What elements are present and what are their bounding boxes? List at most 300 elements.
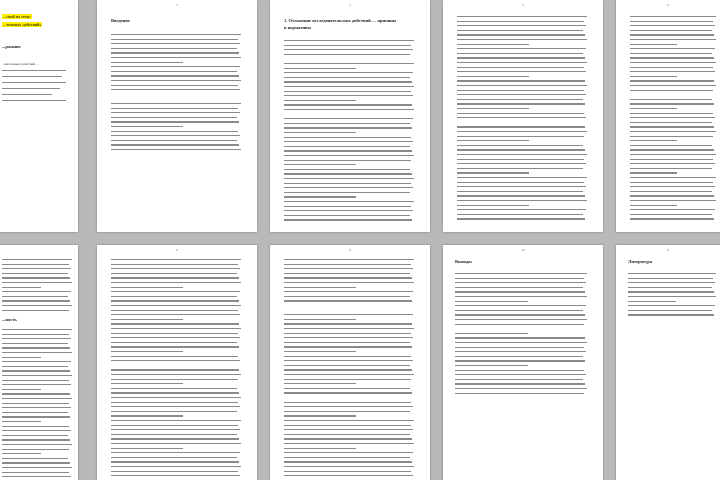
text-line	[630, 172, 677, 173]
text-line	[630, 57, 714, 58]
text-line	[2, 476, 71, 477]
page-thumbnail-7[interactable]	[97, 245, 257, 480]
text-line	[284, 273, 410, 274]
text-line	[630, 214, 712, 215]
text-line	[628, 282, 715, 283]
text-line	[284, 351, 356, 352]
text-line	[630, 182, 713, 183]
text-line	[630, 154, 716, 155]
text-line	[284, 452, 413, 453]
text-line	[284, 466, 414, 467]
text-line	[2, 393, 70, 394]
text-line	[284, 287, 356, 288]
text-line	[2, 343, 68, 344]
text-line	[284, 406, 413, 407]
text-line	[2, 357, 41, 358]
text-line	[2, 296, 68, 297]
text-line	[284, 420, 414, 421]
text-line	[455, 393, 584, 394]
text-line	[457, 149, 585, 150]
section-heading-conclusions: Выводы	[455, 259, 472, 264]
text-line	[111, 392, 239, 393]
text-line	[630, 145, 712, 146]
text-line	[457, 145, 583, 146]
text-line	[2, 380, 69, 381]
text-line	[630, 108, 677, 109]
text-line	[2, 305, 72, 306]
text-line	[457, 25, 586, 26]
text-line	[2, 453, 41, 454]
text-line	[630, 163, 715, 164]
text-line	[457, 94, 586, 95]
text-line	[111, 48, 237, 49]
text-line	[111, 57, 241, 58]
text-line	[2, 300, 70, 301]
text-line	[111, 149, 241, 150]
text-line	[457, 71, 586, 72]
toc-heading: ...ржание	[2, 44, 21, 49]
text-line	[284, 374, 414, 375]
text-line	[284, 461, 412, 462]
toc-line	[2, 70, 66, 71]
text-line	[455, 337, 585, 338]
text-line	[111, 337, 240, 338]
text-line	[455, 365, 528, 366]
text-line	[455, 282, 586, 283]
text-line	[457, 154, 587, 155]
text-line	[2, 329, 72, 330]
text-line	[284, 346, 412, 347]
text-line	[111, 300, 239, 301]
text-line	[2, 334, 69, 335]
text-line	[111, 466, 241, 467]
text-line	[111, 52, 239, 53]
text-line	[284, 282, 414, 283]
text-line	[111, 140, 237, 141]
page-thumbnail-2[interactable]	[97, 0, 257, 232]
text-line	[111, 80, 241, 81]
page-thumbnail-4[interactable]	[443, 0, 603, 232]
text-line	[457, 131, 587, 132]
text-line	[111, 351, 183, 352]
text-line	[2, 412, 68, 413]
text-line	[284, 104, 412, 105]
text-line	[2, 268, 71, 269]
text-line	[284, 264, 411, 265]
text-line	[111, 62, 183, 63]
text-line	[284, 383, 356, 384]
text-line	[2, 361, 71, 362]
text-line	[2, 472, 69, 473]
text-line	[284, 268, 413, 269]
text-line	[630, 191, 712, 192]
text-line	[455, 374, 586, 375]
text-line	[284, 63, 414, 64]
text-line	[284, 40, 414, 41]
text-line	[628, 287, 712, 288]
text-line	[111, 291, 240, 292]
text-line	[455, 347, 584, 348]
text-line	[284, 100, 356, 101]
text-line	[284, 95, 413, 96]
text-line	[455, 305, 586, 306]
text-line	[630, 149, 714, 150]
text-line	[111, 388, 237, 389]
text-line	[111, 415, 183, 416]
text-line	[111, 434, 237, 435]
text-line	[284, 150, 412, 151]
text-line	[111, 131, 238, 132]
text-line	[2, 352, 72, 353]
text-line	[630, 117, 715, 118]
text-line	[284, 160, 411, 161]
text-line	[457, 186, 586, 187]
toc-line	[2, 82, 66, 83]
page-number: 3	[176, 3, 178, 7]
text-line	[457, 113, 584, 114]
text-line	[2, 287, 41, 288]
text-line	[111, 273, 237, 274]
text-line	[284, 291, 413, 292]
text-line	[284, 259, 414, 260]
page-number: 4	[349, 3, 351, 7]
title-highlight-2: ...тельных действий»	[3, 22, 42, 27]
text-line	[2, 467, 72, 468]
text-line	[2, 416, 70, 417]
text-line	[284, 411, 410, 412]
text-line	[284, 201, 414, 202]
text-line	[455, 383, 585, 384]
text-line	[111, 323, 239, 324]
text-line	[2, 375, 72, 376]
text-line	[630, 103, 714, 104]
text-line	[457, 172, 529, 173]
text-line	[628, 301, 676, 302]
text-line	[457, 168, 583, 169]
page-number: 10	[521, 248, 525, 252]
text-line	[111, 448, 183, 449]
text-line	[630, 53, 712, 54]
text-line	[455, 296, 587, 297]
text-line	[455, 360, 585, 361]
text-line	[455, 310, 583, 311]
text-line	[284, 206, 411, 207]
text-line	[111, 425, 238, 426]
text-line	[284, 132, 356, 133]
text-line	[2, 291, 71, 292]
text-line	[111, 429, 240, 430]
text-line	[111, 369, 239, 370]
toc-line	[2, 88, 60, 89]
text-line	[111, 310, 238, 311]
text-line	[630, 39, 716, 40]
text-line	[2, 449, 69, 450]
text-line	[457, 44, 529, 45]
page-number: 5	[522, 3, 524, 7]
text-line	[2, 366, 68, 367]
text-line	[284, 86, 414, 87]
text-line	[457, 16, 587, 17]
text-line	[284, 141, 413, 142]
text-line	[284, 72, 413, 73]
text-line	[111, 374, 241, 375]
text-line	[630, 85, 716, 86]
text-line	[630, 71, 715, 72]
text-line	[630, 16, 716, 17]
text-line	[111, 406, 240, 407]
text-line	[457, 34, 585, 35]
text-line	[111, 452, 240, 453]
text-line	[457, 205, 529, 206]
text-line	[2, 338, 71, 339]
text-line	[111, 333, 238, 334]
text-line	[457, 177, 587, 178]
text-line	[630, 159, 713, 160]
toc-line	[2, 94, 52, 95]
text-line	[284, 443, 414, 444]
text-line	[284, 183, 411, 184]
text-line	[111, 89, 240, 90]
text-line	[630, 113, 713, 114]
text-line	[2, 384, 71, 385]
text-line	[284, 300, 412, 301]
text-line	[111, 471, 238, 472]
text-line	[630, 205, 677, 206]
text-line	[455, 287, 583, 288]
section-heading-chapter1-cont: и нормативы	[284, 25, 311, 30]
page-thumbnail-1[interactable]	[0, 0, 78, 232]
text-line	[2, 421, 41, 422]
text-line	[284, 45, 411, 46]
text-line	[284, 392, 412, 393]
page-number: 11	[666, 248, 670, 252]
text-line	[630, 25, 715, 26]
text-line	[457, 126, 585, 127]
text-line	[455, 333, 528, 334]
text-line	[455, 342, 587, 343]
text-line	[284, 457, 410, 458]
text-line	[457, 117, 586, 118]
text-line	[457, 103, 585, 104]
text-line	[111, 85, 238, 86]
text-line	[284, 379, 411, 380]
text-line	[630, 90, 713, 91]
text-line	[111, 346, 239, 347]
text-line	[284, 68, 356, 69]
text-line	[630, 168, 712, 169]
text-line	[284, 369, 412, 370]
text-line	[284, 365, 410, 366]
text-line	[455, 273, 587, 274]
text-line	[284, 402, 411, 403]
text-line	[2, 370, 70, 371]
text-line	[111, 117, 237, 118]
text-line	[630, 44, 677, 45]
section-heading-partial: ...ность	[2, 317, 17, 322]
text-line	[111, 397, 241, 398]
text-line	[630, 177, 716, 178]
text-line	[111, 108, 238, 109]
text-line	[2, 347, 70, 348]
text-line	[111, 135, 240, 136]
text-line	[111, 411, 237, 412]
text-line	[628, 273, 716, 274]
text-line	[284, 429, 413, 430]
text-line	[457, 48, 586, 49]
text-line	[111, 43, 240, 44]
text-line	[2, 403, 69, 404]
page-thumbnail-5[interactable]	[616, 0, 720, 232]
text-line	[111, 342, 237, 343]
text-line	[457, 200, 587, 201]
text-line	[2, 259, 72, 260]
text-line	[111, 144, 239, 145]
text-line	[111, 383, 183, 384]
text-line	[284, 319, 356, 320]
text-line	[111, 356, 238, 357]
text-line	[2, 273, 68, 274]
text-line	[284, 438, 412, 439]
text-line	[284, 425, 411, 426]
page-number: 6	[667, 3, 669, 7]
text-line	[111, 314, 240, 315]
text-line	[284, 328, 414, 329]
text-line	[284, 169, 410, 170]
text-line	[2, 430, 71, 431]
text-line	[284, 77, 410, 78]
toc-row: ...вительных действий ...	[2, 62, 39, 66]
text-line	[284, 356, 411, 357]
text-line	[284, 210, 413, 211]
text-line	[2, 407, 71, 408]
text-line	[284, 192, 410, 193]
text-line	[284, 475, 413, 476]
text-line	[628, 296, 716, 297]
text-line	[111, 420, 241, 421]
text-line	[284, 415, 356, 416]
text-line	[111, 66, 240, 67]
text-line	[457, 140, 529, 141]
text-line	[284, 91, 411, 92]
page-thumbnail-10[interactable]	[616, 245, 720, 480]
page-thumbnail-6[interactable]	[0, 245, 78, 480]
text-line	[284, 164, 356, 165]
text-line	[284, 81, 412, 82]
text-line	[2, 444, 72, 445]
text-line	[630, 131, 716, 132]
text-line	[455, 301, 528, 302]
text-line	[111, 112, 240, 113]
text-line	[455, 314, 585, 315]
text-line	[284, 388, 410, 389]
text-line	[630, 62, 716, 63]
text-line	[457, 21, 584, 22]
text-line	[457, 182, 584, 183]
text-line	[111, 103, 241, 104]
text-line	[630, 122, 712, 123]
text-line	[284, 196, 356, 197]
text-line	[457, 62, 587, 63]
toc-line	[2, 100, 66, 101]
text-line	[630, 195, 714, 196]
text-line	[457, 218, 585, 219]
text-line	[111, 71, 237, 72]
page-thumbnail-3[interactable]	[270, 0, 430, 232]
text-line	[630, 30, 712, 31]
text-line	[284, 137, 411, 138]
text-line	[284, 219, 412, 220]
text-line	[2, 439, 70, 440]
text-line	[284, 323, 412, 324]
text-line	[630, 200, 716, 201]
text-line	[2, 277, 70, 278]
text-line	[284, 360, 413, 361]
text-line	[284, 187, 413, 188]
section-heading-chapter1: 1. Отложение исследовательских действий — причины	[284, 18, 397, 23]
text-line	[2, 398, 72, 399]
text-line	[111, 287, 183, 288]
text-line	[284, 337, 413, 338]
text-line	[111, 121, 239, 122]
text-line	[284, 333, 411, 334]
text-line	[2, 458, 68, 459]
page-thumbnail-9[interactable]	[443, 245, 603, 480]
text-line	[284, 342, 410, 343]
text-line	[111, 39, 238, 40]
text-line	[284, 215, 410, 216]
text-line	[2, 435, 68, 436]
text-line	[111, 457, 237, 458]
text-line	[111, 75, 239, 76]
text-line	[630, 67, 713, 68]
text-line	[284, 49, 413, 50]
text-line	[630, 80, 714, 81]
text-line	[457, 53, 583, 54]
text-line	[455, 379, 583, 380]
text-line	[457, 30, 583, 31]
text-line	[284, 155, 414, 156]
text-line	[630, 99, 712, 100]
title-highlight-1: ...ский на тему:	[3, 14, 31, 19]
section-heading-intro: Введение	[111, 18, 130, 23]
text-line	[284, 173, 412, 174]
text-line	[457, 76, 529, 77]
page-thumbnail-8[interactable]	[270, 245, 430, 480]
text-line	[455, 351, 586, 352]
text-line	[111, 461, 239, 462]
text-line	[111, 34, 241, 35]
text-line	[284, 296, 410, 297]
text-line	[457, 163, 586, 164]
text-line	[630, 34, 714, 35]
text-line	[284, 118, 413, 119]
text-line	[630, 48, 715, 49]
text-line	[284, 109, 414, 110]
text-line	[457, 195, 585, 196]
text-line	[2, 462, 70, 463]
toc-line	[2, 76, 62, 77]
text-line	[457, 191, 583, 192]
text-line	[111, 443, 241, 444]
text-line	[111, 438, 239, 439]
text-line	[457, 57, 585, 58]
text-line	[630, 186, 715, 187]
text-line	[457, 209, 586, 210]
text-line	[111, 277, 239, 278]
text-line	[628, 291, 714, 292]
text-line	[111, 360, 240, 361]
text-line	[111, 296, 237, 297]
